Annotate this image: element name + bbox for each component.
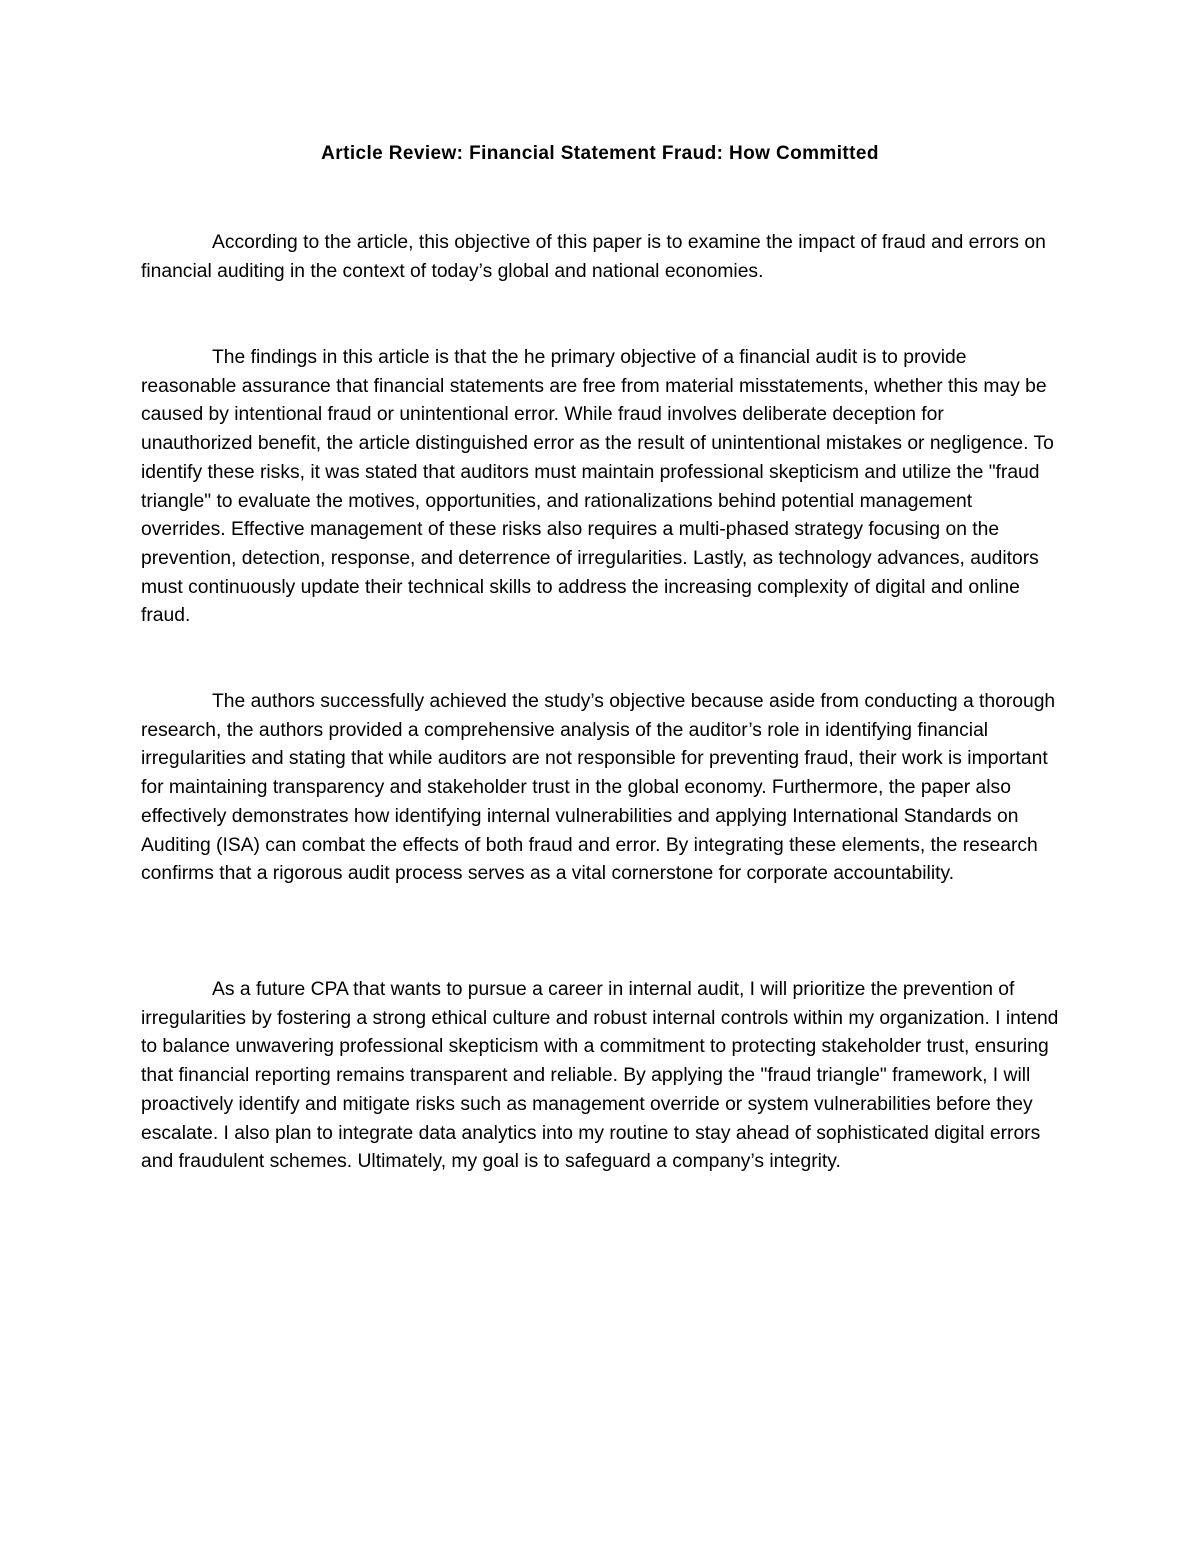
- paragraph-reflection: As a future CPA that wants to pursue a career in internal audit, I will prioritize the prevention of irregularities by fostering a strong ethical culture and robust internal controls within my organization. I intend to balance unwavering professional skepticism with a commitment to protecting stakeholder trust, ensuring that financial reporting remains transparent and reliable. By applying the "fraud triangle" framework, I will proactively identify and mitigate risks such as management override or system vulnerabilities before they escalate. I also plan to integrate data analytics into my routine to stay ahead of sophisticated digital errors and fraudulent schemes. Ultimately, my goal is to safeguard a company’s integrity.: [141, 979, 1059, 1173]
- paragraph-objective: According to the article, this objective of this paper is to examine the impact of fraud and errors on financial auditing in the context of today’s global and national economies.: [141, 232, 1046, 282]
- paragraph-findings: The findings in this article is that the he primary objective of a financial audit is to provide reasonable assurance that financial statements are free from material misstatements, whether this may be caused by intentional fraud or unintentional error. While fraud involves deliberate deception for unauthorized benefit, the article distinguished error as the result of unintentional mistakes or negligence. To identify these risks, it was stated that auditors must maintain professional skepticism and utilize the "fraud triangle" to evaluate the motives, opportunities, and rationalizations behind potential management overrides. Effective management of these risks also requires a multi-phased strategy focusing on the prevention, detection, response, and deterrence of irregularities. Lastly, as technology advances, auditors must continuously update their technical skills to address the increasing complexity of digital and online fraud.: [141, 347, 1054, 627]
- paragraph-evaluation: The authors successfully achieved the study’s objective because aside from conducting a thorough research, the authors provided a comprehensive analysis of the auditor’s role in identifying financial irregularities and stating that while auditors are not responsible for preventing fraud, their work is important for maintaining transparency and stakeholder trust in the global economy. Furthermore, the paper also effectively demonstrates how identifying internal vulnerabilities and applying International Standards on Auditing (ISA) can combat the effects of both fraud and error. By integrating these elements, the research confirms that a rigorous audit process serves as a vital cornerstone for corporate accountability.: [141, 691, 1056, 885]
- document-title: Article Review: Financial Statement Fraud: How Committed: [321, 143, 879, 164]
